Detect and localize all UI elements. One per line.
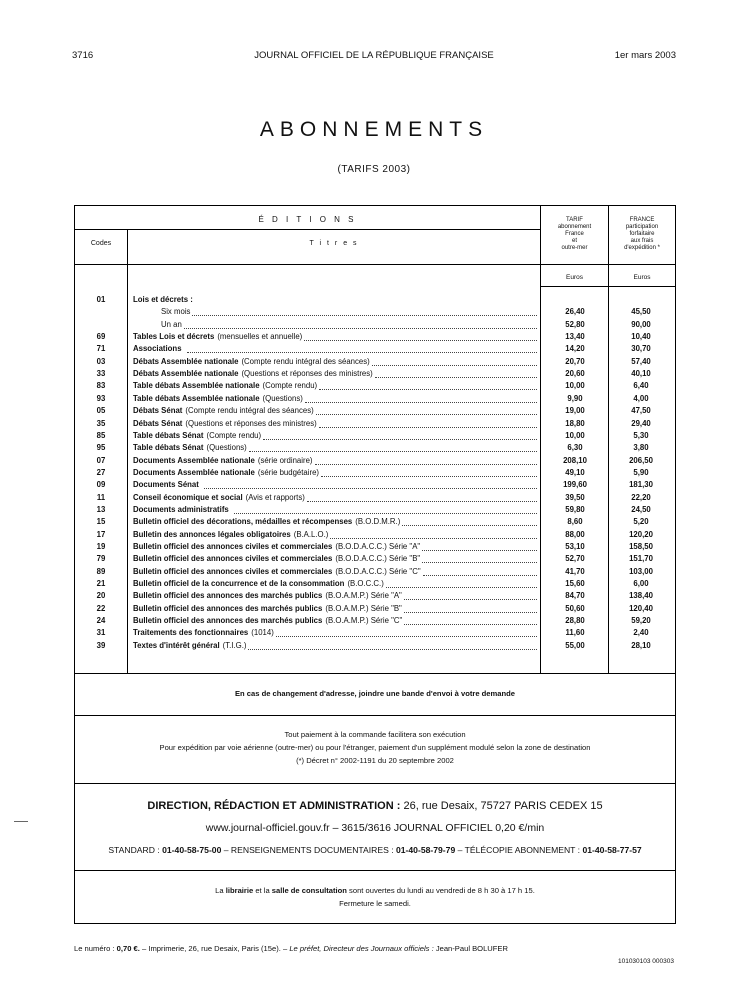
direction-address: DIRECTION, RÉDACTION ET ADMINISTRATION : 26, rue Desaix, 75727 PARIS CEDEX 15 — [147, 800, 603, 812]
row-title-bold: Table débats Assemblée nationale — [133, 381, 260, 391]
row-title — [133, 615, 537, 627]
tarif-value: 52,80 — [565, 319, 585, 329]
dot-leader — [315, 455, 537, 465]
table-row — [75, 455, 675, 467]
table-row — [75, 529, 675, 541]
france-value: 5,20 — [633, 517, 649, 527]
row-code: 11 — [96, 492, 106, 502]
row-code: 21 — [96, 579, 106, 589]
row-code: 05 — [96, 406, 106, 416]
row-title — [133, 467, 537, 479]
row-title-bold: Lois et décrets : — [133, 295, 193, 304]
row-title-bold: Bulletin officiel des annonces des marchés publics — [133, 603, 323, 613]
row-title-rest: (B.A.L.O.) — [293, 529, 329, 539]
row-code: 95 — [96, 443, 106, 453]
row-code: 24 — [96, 616, 106, 626]
dot-leader — [330, 529, 537, 539]
dot-leader — [304, 331, 537, 341]
page-footer: Le numéro : 0,70 €. – Imprimerie, 26, rue Desaix, Paris (15e). – Le préfet, Directeur des Journaux officiels : Jean-Paul BOLUFER — [74, 944, 508, 953]
table-row — [75, 418, 675, 430]
tarif-value: 49,10 — [565, 467, 585, 477]
row-title-rest: (Questions et réponses des ministres) — [185, 418, 317, 428]
table-row — [75, 306, 675, 318]
france-value: 138,40 — [629, 591, 653, 601]
france-value: 10,40 — [631, 332, 651, 342]
tarif-value: 52,70 — [565, 554, 585, 564]
tarif-value: 20,60 — [565, 369, 585, 379]
table-row — [75, 430, 675, 442]
dot-leader — [404, 603, 537, 613]
table-row — [75, 627, 675, 639]
codes-header: Codes — [90, 240, 112, 247]
row-code: 17 — [96, 529, 106, 539]
row-title-rest: (1014) — [251, 628, 274, 638]
dot-leader — [372, 356, 537, 366]
tarif-value: 19,00 — [565, 406, 585, 416]
table-row — [75, 343, 675, 355]
row-title-rest: (B.O.D.A.C.C.) Série "B" — [335, 554, 421, 564]
row-title — [161, 306, 537, 318]
dot-leader — [321, 467, 537, 477]
payment-note: (*) Décret n° 2002-1191 du 20 septembre 2002 — [296, 756, 454, 765]
dot-leader — [404, 590, 537, 600]
france-value: 3,80 — [633, 443, 649, 453]
row-title-rest: (B.O.D.A.C.C.) Série "A" — [335, 542, 421, 551]
table-row — [75, 516, 675, 528]
row-title-rest: (Compte rendu intégral des séances) — [185, 406, 314, 416]
france-value: 59,20 — [631, 616, 651, 626]
row-title — [133, 393, 537, 405]
france-unit: Euros — [633, 274, 651, 281]
row-title — [133, 356, 537, 368]
dot-leader — [234, 504, 537, 514]
row-title — [133, 455, 537, 467]
tarif-value: 14,20 — [565, 344, 585, 354]
france-header: FRANCE participation forfaitaire aux frais d'expédition * — [624, 217, 660, 251]
table-row — [75, 393, 675, 405]
france-value: 24,50 — [631, 504, 651, 514]
row-title-rest: (Questions) — [206, 443, 247, 453]
tariff-table — [74, 205, 676, 674]
row-title — [133, 331, 537, 343]
payment-note: Tout paiement à la commande facilitera son exécution — [284, 730, 466, 739]
editions-header: É D I T I O N S — [258, 215, 357, 224]
row-code: 07 — [96, 455, 106, 465]
france-value: 22,20 — [631, 492, 651, 502]
tarif-value: 84,70 — [565, 591, 585, 601]
dot-leader — [319, 380, 537, 390]
france-value: 6,00 — [633, 579, 649, 589]
row-code: 09 — [96, 480, 106, 490]
row-title — [133, 566, 537, 578]
france-value: 30,70 — [631, 344, 651, 354]
row-code: 89 — [96, 566, 106, 576]
dot-leader — [422, 541, 537, 551]
row-code: 19 — [96, 542, 106, 551]
france-value: 5,30 — [633, 430, 649, 440]
france-value: 4,00 — [633, 393, 649, 403]
tarif-value: 208,10 — [563, 455, 587, 465]
dot-leader — [402, 516, 537, 526]
row-title-rest: Six mois — [161, 307, 191, 317]
row-title-bold: Documents Assemblée nationale — [133, 467, 255, 477]
row-title-rest: (B.O.D.M.R.) — [355, 517, 401, 527]
row-title-bold: Bulletin officiel des annonces civiles et commerciales — [133, 554, 333, 564]
margin-mark — [14, 821, 28, 822]
payment-note: Pour expédition par voie aérienne (outre-mer) ou pour l'étranger, paiement d'un supplément modulé selon la zone de destination — [159, 743, 591, 752]
france-value: 120,40 — [629, 603, 653, 613]
row-title-bold: Bulletin officiel des annonces civiles et commerciales — [133, 542, 333, 551]
dot-leader — [276, 627, 537, 637]
tarif-value: 10,00 — [565, 430, 585, 440]
row-title-bold: Table débats Sénat — [133, 430, 204, 440]
table-row — [75, 442, 675, 454]
table-row — [75, 405, 675, 417]
row-title-bold: Bulletin des annonces légales obligatoires — [133, 529, 291, 539]
row-code: 85 — [96, 430, 106, 440]
row-title-bold: Documents Assemblée nationale — [133, 455, 255, 465]
tarif-value: 10,00 — [565, 381, 585, 391]
tarif-value: 59,80 — [565, 504, 585, 514]
tarif-header: TARIF abonnement France et outre-mer — [557, 217, 592, 251]
row-title — [133, 294, 537, 306]
website-line: www.journal-officiel.gouv.fr – 3615/3616 JOURNAL OFFICIEL 0,20 €/min — [205, 822, 545, 834]
row-code: 01 — [96, 295, 106, 304]
dot-leader — [422, 553, 537, 563]
table-row — [75, 603, 675, 615]
row-title-rest: (B.O.A.M.P.) Série "A" — [325, 591, 402, 601]
tarif-value: 50,60 — [565, 603, 585, 613]
row-code: 22 — [96, 603, 106, 613]
tarif-value: 26,40 — [565, 307, 585, 317]
france-value: 120,20 — [629, 529, 653, 539]
row-title-bold: Bulletin officiel des décorations, médailles et récompenses — [133, 517, 353, 527]
row-title-rest: (B.O.C.C.) — [347, 579, 384, 589]
tarif-value: 53,10 — [565, 542, 585, 551]
row-title-rest: (T.I.G.) — [222, 640, 247, 650]
dot-leader — [375, 368, 537, 378]
tarif-value: 11,60 — [565, 628, 585, 638]
france-value: 40,10 — [631, 369, 651, 379]
row-title — [133, 640, 537, 652]
row-title — [133, 405, 537, 417]
row-divider — [75, 229, 540, 230]
france-value: 45,50 — [631, 307, 651, 317]
issue-date: 1er mars 2003 — [614, 50, 676, 61]
print-code: 101030103 000303 — [617, 958, 674, 965]
phone-line: STANDARD : 01-40-58-75-00 – RENSEIGNEMENTS DOCUMENTAIRES : 01-40-58-79-79 – TÉLÉCOPIE ABONNEMENT : 01-40-58-77-57 — [108, 845, 642, 855]
row-title-rest: (Avis et rapports) — [245, 492, 305, 502]
tarif-unit: Euros — [566, 274, 583, 281]
france-value: 206,50 — [629, 455, 653, 465]
tarif-value: 41,70 — [565, 566, 585, 576]
row-title-bold: Débats Assemblée nationale — [133, 369, 239, 379]
tarif-value: 199,60 — [563, 480, 587, 490]
page-header — [72, 50, 676, 64]
row-title-bold: Textes d'intérêt général — [133, 640, 220, 650]
row-title — [133, 492, 537, 504]
row-title — [133, 590, 537, 602]
table-row — [75, 294, 675, 306]
row-title — [133, 541, 537, 553]
tarif-value: 9,90 — [567, 393, 583, 403]
dot-leader — [305, 393, 537, 403]
tarif-value: 55,00 — [565, 640, 585, 650]
row-code: 15 — [96, 517, 106, 527]
table-row — [75, 331, 675, 343]
row-code: 71 — [96, 344, 106, 354]
row-title — [161, 319, 537, 331]
france-value: 6,40 — [633, 381, 649, 391]
row-title-bold: Bulletin officiel des annonces civiles et commerciales — [133, 566, 333, 576]
dot-leader — [249, 442, 537, 452]
dot-leader — [423, 566, 537, 576]
row-title-rest: (Compte rendu) — [206, 430, 262, 440]
row-title-rest: (mensuelles et annuelle) — [217, 332, 303, 342]
row-code: 93 — [96, 393, 106, 403]
row-title-bold: Associations — [133, 344, 182, 354]
row-title-rest: (B.O.D.A.C.C.) Série "C" — [335, 566, 421, 576]
france-value: 90,00 — [631, 319, 651, 329]
row-title-rest: (Questions et réponses des ministres) — [241, 369, 373, 379]
row-title-bold: Tables Lois et décrets — [133, 332, 215, 342]
row-code: 69 — [96, 332, 106, 342]
row-title — [133, 430, 537, 442]
row-title-bold: Bulletin officiel des annonces des marchés publics — [133, 591, 323, 601]
row-code: 20 — [96, 591, 106, 601]
table-row — [75, 492, 675, 504]
row-title — [133, 380, 537, 392]
table-row — [75, 319, 675, 331]
france-value: 181,30 — [629, 480, 653, 490]
table-row — [75, 541, 675, 553]
direction-contact — [74, 784, 676, 871]
row-title — [133, 603, 537, 615]
row-title-rest: (B.O.A.M.P.) Série "B" — [325, 603, 402, 613]
tarif-value: 28,80 — [565, 616, 585, 626]
row-title-rest: (série ordinaire) — [257, 455, 313, 465]
tarif-value: 88,00 — [565, 529, 585, 539]
row-title — [133, 504, 537, 516]
row-code: 83 — [96, 381, 106, 391]
closing-line: Fermeture le samedi. — [339, 899, 411, 908]
row-title-bold: Débats Sénat — [133, 418, 183, 428]
table-row — [75, 356, 675, 368]
table-row — [75, 504, 675, 516]
row-code: 03 — [96, 356, 106, 366]
row-title-bold: Documents Sénat — [133, 480, 199, 490]
dot-leader — [192, 306, 537, 316]
tarif-value: 39,50 — [565, 492, 585, 502]
row-title-rest: Un an — [161, 319, 182, 329]
france-value: 2,40 — [633, 628, 649, 638]
france-value: 47,50 — [631, 406, 651, 416]
row-title-rest: (Compte rendu) — [262, 381, 318, 391]
row-title — [133, 529, 537, 541]
table-row — [75, 368, 675, 380]
dot-leader — [319, 418, 537, 428]
titres-header: T i t r e s — [309, 240, 359, 247]
table-row — [75, 380, 675, 392]
table-row — [75, 640, 675, 652]
tarif-value: 13,40 — [565, 332, 585, 342]
dot-leader — [204, 479, 537, 489]
row-divider — [541, 286, 675, 287]
row-title-rest: (Questions) — [262, 393, 303, 403]
row-title-bold: Débats Assemblée nationale — [133, 356, 239, 366]
dot-leader — [248, 640, 537, 650]
row-title-bold: Conseil économique et social — [133, 492, 243, 502]
dot-leader — [316, 405, 537, 415]
row-title-rest: (B.O.A.M.P.) Série "C" — [325, 616, 403, 626]
row-divider — [75, 264, 675, 265]
row-title — [133, 578, 537, 590]
row-title — [133, 368, 537, 380]
table-row — [75, 590, 675, 602]
row-code: 13 — [96, 504, 106, 514]
row-title — [133, 479, 537, 491]
opening-hours — [74, 871, 676, 924]
row-title-rest: (Compte rendu intégral des séances) — [241, 356, 370, 366]
table-row — [75, 615, 675, 627]
journal-title: JOURNAL OFFICIEL DE LA RÉPUBLIQUE FRANÇAISE — [254, 50, 494, 61]
tarif-value: 20,70 — [565, 356, 585, 366]
row-code: 33 — [96, 369, 106, 379]
row-title — [133, 627, 537, 639]
table-row — [75, 578, 675, 590]
dot-leader — [184, 319, 537, 329]
dot-leader — [404, 615, 537, 625]
table-row — [75, 553, 675, 565]
dot-leader — [307, 492, 537, 502]
row-title-bold: Bulletin officiel des annonces des marchés publics — [133, 616, 323, 626]
france-value: 29,40 — [631, 418, 651, 428]
france-value: 28,10 — [631, 640, 651, 650]
row-code: 79 — [96, 554, 106, 564]
tarif-value: 15,60 — [565, 579, 585, 589]
dot-leader — [263, 430, 537, 440]
row-code: 27 — [96, 467, 106, 477]
page-number: 3716 — [72, 50, 94, 61]
dot-leader — [386, 578, 537, 588]
page-title: ABONNEMENTS — [259, 118, 489, 141]
row-code: 35 — [96, 418, 106, 428]
tarif-value: 8,60 — [567, 517, 583, 527]
table-row — [75, 479, 675, 491]
france-value: 5,90 — [633, 467, 649, 477]
row-title-bold: Documents administratifs — [133, 504, 229, 514]
france-value: 103,00 — [629, 566, 653, 576]
row-title-bold: Table débats Sénat — [133, 443, 204, 453]
france-value: 158,50 — [629, 542, 653, 551]
dot-leader — [187, 343, 537, 353]
table-row — [75, 566, 675, 578]
payment-notes — [74, 716, 676, 784]
tarif-value: 18,80 — [565, 418, 585, 428]
hours-line: La librairie et la salle de consultation sont ouvertes du lundi au vendredi de 8 h 30 à 17 h 15. — [215, 886, 535, 895]
row-title-bold: Débats Sénat — [133, 406, 183, 416]
tarif-value: 6,30 — [567, 443, 583, 453]
row-title — [133, 442, 537, 454]
page-subtitle: (TARIFS 2003) — [337, 164, 411, 175]
row-title-bold: Bulletin officiel de la concurrence et de la consommation — [133, 579, 345, 589]
row-code: 39 — [96, 640, 106, 650]
france-value: 151,70 — [629, 554, 653, 564]
address-change-notice: En cas de changement d'adresse, joindre une bande d'envoi à votre demande — [74, 672, 676, 716]
row-code: 31 — [96, 628, 106, 638]
row-title — [133, 553, 537, 565]
row-title — [133, 516, 537, 528]
row-title — [133, 418, 537, 430]
row-title-bold: Traitements des fonctionnaires — [133, 628, 249, 638]
france-value: 57,40 — [631, 356, 651, 366]
row-title-rest: (série budgétaire) — [257, 467, 320, 477]
row-title-bold: Table débats Assemblée nationale — [133, 393, 260, 403]
table-row — [75, 467, 675, 479]
row-title — [133, 343, 537, 355]
